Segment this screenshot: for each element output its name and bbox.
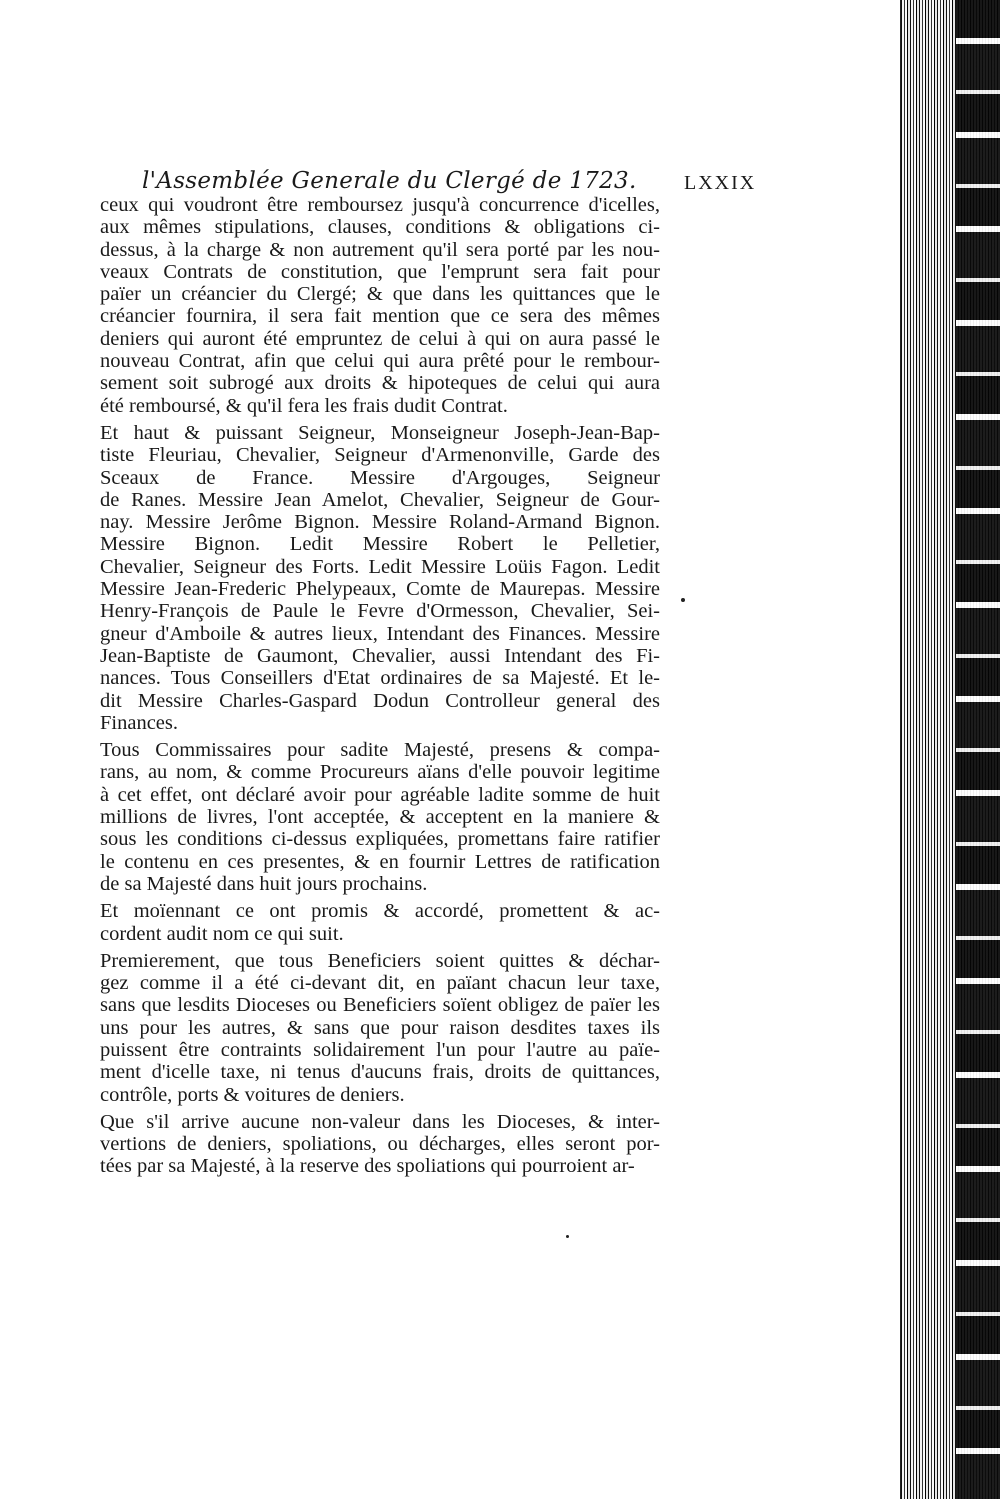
text-line: rans, au nom, & comme Procureurs aïans d'elle pouvoir legitime [100, 761, 660, 784]
text-line: été remboursé, & qu'il fera les frais dudit Contrat. [100, 394, 508, 417]
text-line: Messire Bignon. Ledit Messire Robert le Pelletier, [100, 533, 660, 556]
text-line: Tous Commissaires pour sadite Majesté, presens & compa- [100, 739, 660, 762]
text-line: cordent audit nom ce qui suit. [100, 922, 344, 945]
text-line: puissent être contraints solidairement l'un pour l'autre au païe- [100, 1038, 660, 1061]
paragraph [100, 422, 660, 734]
text-line: Jean-Baptiste de Gaumont, Chevalier, aussi Intendant des Fi- [100, 644, 660, 667]
text-line: païer un créancier du Clergé; & que dans les quittances que le [100, 283, 660, 306]
text-line: ment d'icelle taxe, ni tenus d'aucuns frais, droits de quittances, [100, 1061, 660, 1084]
text-line: Sceaux de France. Messire d'Argouges, Seigneur [100, 466, 660, 489]
text-line: nouveau Contrat, afin que celui qui aura prêté pour le rembour- [100, 350, 660, 373]
folio-page-number: LXXIX [684, 172, 757, 194]
body-text [100, 194, 660, 1183]
text-line: Que s'il arrive aucune non-valeur dans les Dioceses, & inter- [100, 1110, 660, 1133]
text-line: tées par sa Majesté, à la reserve des spoliations qui pourroient ar- [100, 1155, 635, 1178]
text-line: Henry-François de Paule le Fevre d'Ormesson, Chevalier, Sei- [100, 600, 660, 623]
ink-speck [681, 598, 685, 602]
text-line: à cet effet, ont déclaré avoir pour agréable ladite somme de huit [100, 783, 660, 806]
text-line: Et haut & puissant Seigneur, Monseigneur Joseph-Jean-Bap- [100, 421, 660, 444]
text-line: sement soit subrogé aux droits & hipoteques de celui qui aura [100, 372, 660, 395]
running-title: l'Assemblée Generale du Clergé de 1723. [142, 168, 637, 194]
text-line: dessus, à la charge & non autrement qu'il sera porté par les nou- [100, 238, 660, 261]
text-line: uns pour les autres, & sans que pour raison desdites taxes ils [100, 1016, 660, 1039]
text-line: vertions de deniers, spoliations, ou décharges, elles seront por- [100, 1133, 660, 1156]
text-line: nay. Messire Jerôme Bignon. Messire Roland-Armand Bignon. [100, 511, 660, 534]
paragraph [100, 194, 660, 417]
text-line: gneur d'Amboile & autres lieux, Intendant des Finances. Messire [100, 622, 660, 645]
text-line: le contenu en ces presentes, & en fournir Lettres de ratification [100, 850, 660, 873]
text-line: sans que lesdits Dioceses ou Beneficiers soïent obligez de païer les [100, 994, 660, 1017]
text-line: millions de livres, l'ont acceptée, & acceptent en la maniere & [100, 806, 660, 829]
text-line: de sa Majesté dans huit jours prochains. [100, 872, 428, 895]
paragraph [100, 739, 660, 895]
page-edge-shading [900, 0, 1000, 1499]
text-line: créancier fournira, il sera fait mention que ce sera des mêmes [100, 305, 660, 328]
text-line: gez comme il a été ci-devant dit, en païant chacun leur taxe, [100, 972, 660, 995]
text-line: tiste Fleuriau, Chevalier, Seigneur d'Armenonville, Garde des [100, 444, 660, 467]
paragraph [100, 950, 660, 1106]
text-line: ceux qui voudront être remboursez jusqu'à concurrence d'icelles, [100, 194, 660, 216]
paragraph [100, 1111, 660, 1178]
ink-speck [566, 1235, 569, 1238]
text-line: Premierement, que tous Beneficiers soient quittes & déchar- [100, 949, 660, 972]
paragraph [100, 900, 660, 945]
text-line: deniers qui auront été empruntez de celui à qui on aura passé le [100, 327, 660, 350]
text-line: Finances. [100, 711, 178, 734]
text-line: sous les conditions ci-dessus expliquées, promettans faire ratifier [100, 828, 660, 851]
text-line: contrôle, ports & voitures de deniers. [100, 1083, 405, 1106]
text-line: dit Messire Charles-Gaspard Dodun Controlleur general des [100, 689, 660, 712]
text-line: Et moïennant ce ont promis & accordé, promettent & ac- [100, 900, 660, 923]
text-line: nances. Tous Conseillers d'Etat ordinaires de sa Majesté. Et le- [100, 667, 660, 690]
text-line: aux mêmes stipulations, clauses, conditions & obligations ci- [100, 216, 660, 239]
text-line: veaux Contrats de constitution, que l'emprunt sera fait pour [100, 260, 660, 283]
text-line: Messire Jean-Frederic Phelypeaux, Comte de Maurepas. Messire [100, 578, 660, 601]
text-line: de Ranes. Messire Jean Amelot, Chevalier, Seigneur de Gour- [100, 488, 660, 511]
text-line: Chevalier, Seigneur des Forts. Ledit Messire Loüis Fagon. Ledit [100, 555, 660, 578]
